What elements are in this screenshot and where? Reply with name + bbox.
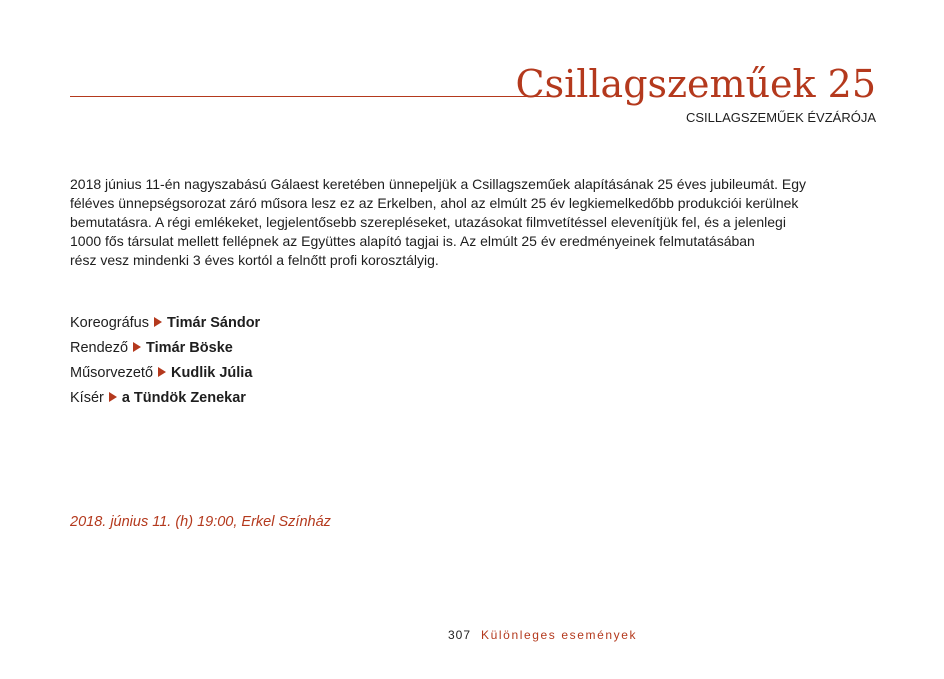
credit-row-host xyxy=(70,361,260,386)
section-name: Különleges események xyxy=(481,628,638,642)
credit-role: Műsorvezető xyxy=(70,365,154,381)
triangle-right-icon xyxy=(154,317,162,327)
triangle-right-icon xyxy=(158,367,166,377)
credit-role: Rendező xyxy=(70,340,129,356)
event-date-venue: 2018. június 11. (h) 19:00, Erkel Színház xyxy=(70,514,331,530)
credits-list xyxy=(70,311,260,411)
credit-name: Timár Böske xyxy=(146,340,233,356)
page-title: Csillagszeműek 25 xyxy=(515,62,876,106)
triangle-right-icon xyxy=(133,342,141,352)
credit-row-accompaniment xyxy=(70,386,260,411)
page-number: 307 xyxy=(448,628,472,642)
credit-row-director xyxy=(70,336,260,361)
description-line: bemutatásra. A régi emlékeket, legjelentősebb szerepléseket, utazásokat filmvetítéssel elevenítjük fel, és a jelenlegi xyxy=(70,214,786,230)
credit-name: a Tündök Zenekar xyxy=(121,390,246,406)
description-line: rész vesz mindenki 3 éves kortól a felnőtt profi korosztályig. xyxy=(70,252,439,268)
description-line: 1000 fős társulat mellett fellépnek az Együttes alapító tagjai is. Az elmúlt 25 év eredményeinek felmutatásában xyxy=(70,233,755,249)
page-subtitle: CSILLAGSZEMŰEK ÉVZÁRÓJA xyxy=(686,110,876,125)
credit-role: Kísér xyxy=(70,390,104,406)
credit-name: Timár Sándor xyxy=(167,315,261,331)
credit-role: Koreográfus xyxy=(70,315,149,331)
credit-name: Kudlik Júlia xyxy=(171,365,253,381)
description-paragraph xyxy=(70,175,850,270)
page-footer xyxy=(448,627,637,643)
credit-row-choreographer xyxy=(70,311,260,336)
description-line: féléves ünnepségsorozat záró műsora lesz ez az Erkelben, ahol az elmúlt 25 év legkiemelkedőbb produkciói kerülnek xyxy=(70,195,799,211)
description-line: 2018 június 11-én nagyszabású Gálaest keretében ünnepeljük a Csillagszeműek alapításának 25 éves jubileumát. Egy xyxy=(70,176,806,192)
header-rule xyxy=(70,96,552,97)
triangle-right-icon xyxy=(109,392,117,402)
